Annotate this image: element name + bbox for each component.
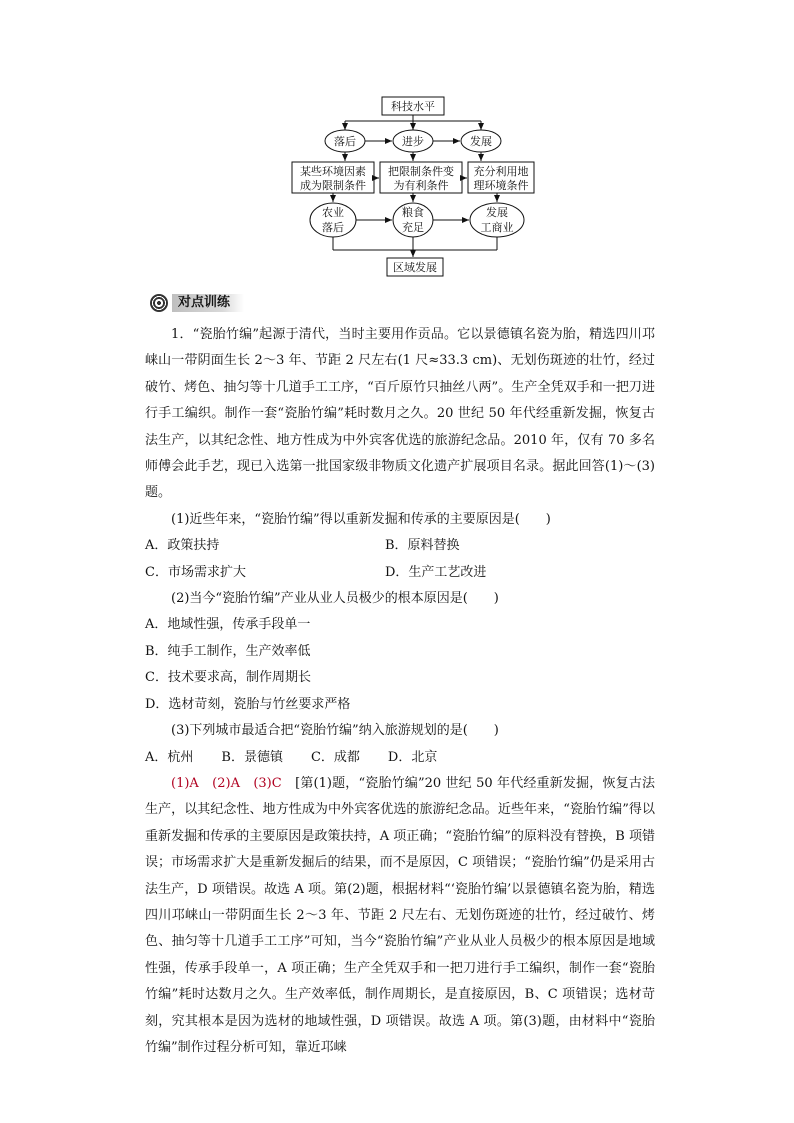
answer-paragraph [145, 771, 655, 1061]
condition-box-line: 某些环境因素 [300, 165, 366, 178]
option: A．政策扶持 [145, 538, 220, 554]
condition-box-line: 把限制条件变 [388, 165, 454, 178]
option-row [145, 560, 655, 586]
outcome-node-line: 农业 [322, 206, 344, 219]
question-stem: 1．“瓷胎竹编”起源于清代，当时主要用作贡品。它以景德镇名瓷为胎，精选四川邛崃山一带阴面生长 2～3 年、节距 2 尺左右(1 尺≈33.3 cm)、无划伤斑迹的壮竹，经过破竹、烤色、抽匀等十几道手工工序，“百斤原竹只抽丝八两”。生产全凭双手和一把刀进行手工编织。制作一套“瓷胎竹编”耗时数月之久。20 世纪 50 年代经重新发掘，恢复古法生产，以其纪念性、地方性成为中外宾客优选的旅游纪念品。2010 年，仅有 70 多名师傅会此手艺，现已入选第一批国家级非物质文化遗产扩展项目名录。据此回答(1)～(3)题。 [145, 327, 655, 501]
answer-keys: (1)A (2)A (3)C [171, 775, 282, 791]
outcome-node-line: 充足 [402, 221, 424, 234]
option: B．景德镇 [221, 749, 283, 765]
condition-box-line: 理环境条件 [473, 179, 529, 192]
level-node-label: 发展 [470, 135, 492, 148]
option: B．纯手工制作，生产效率低 [145, 643, 311, 659]
option: C．市场需求扩大 [145, 564, 246, 580]
answer-explanation: [第(1)题，“瓷胎竹编”20 世纪 50 年代经重新发掘，恢复古法生产，以其纪念性、地方性成为中外宾客优选的旅游纪念品。近些年来，“瓷胎竹编”得以重新发掘和传承的主要原因是政策扶持，A 项正确；“瓷胎竹编”的原料没有替换，B 项错误；市场需求扩大是重新发掘后的结果，而不是原因，C 项错误；“瓷胎竹编”仍是采用古法生产，D 项错误。故选 A 项。第(2)题，根据材料“‘瓷胎竹编’以景德镇名瓷为胎，精选四川邛崃山一带阴面生长 2～3 年、节距 2 尺左右、无划伤斑迹的壮竹，经过破竹、烤色、抽匀等十几道手工工序”可知，当今“瓷胎竹编”产业从业人员极少的根本原因是地域性强，传承手段单一，A 项正确；生产全凭双手和一把刀进行手工编织，制作一套“瓷胎竹编”耗时达数月之久。生产效率低，制作周期长，是直接原因，B、C 项错误；选材苛刻，究其根本是因为选材的地域性强，D 项错误。故选 A 项。第(3)题，由材料中“瓷胎竹编”制作过程分析可知，靠近邛崃 [145, 775, 655, 1055]
outcome-node-line: 发展 [486, 206, 508, 219]
option: A．地域性强，传承手段单一 [145, 617, 311, 633]
option: D．生产工艺改进 [385, 564, 487, 580]
target-icon [150, 294, 168, 312]
option: D．选材苛刻，瓷胎与竹丝要求严格 [145, 696, 351, 712]
option: B．原料替换 [385, 538, 460, 554]
development-flow-diagram [0, 0, 794, 290]
bottom-box-label: 区域发展 [393, 261, 437, 274]
option-row [145, 533, 655, 559]
outcome-node-line: 工商业 [480, 221, 514, 234]
sub-question-prompt: (2)当今“瓷胎竹编”产业从业人员极少的根本原因是( ) [171, 591, 499, 607]
option-row [145, 745, 655, 771]
top-box-label: 科技水平 [391, 100, 435, 113]
sub-question-prompt: (3)下列城市最适合把“瓷胎竹编”纳入旅游规划的是( ) [171, 723, 499, 739]
outcome-node-line: 落后 [322, 221, 344, 234]
level-node-label: 落后 [334, 135, 356, 148]
section-header [150, 293, 244, 313]
option: A．杭州 [145, 749, 194, 765]
condition-box-line: 成为限制条件 [300, 179, 366, 192]
outcome-node-line: 粮食 [402, 206, 424, 219]
level-node-label: 进步 [402, 135, 424, 148]
option: C．成都 [310, 749, 360, 765]
condition-box-line: 充分利用地 [473, 165, 529, 178]
condition-box-line: 为有利条件 [393, 179, 449, 192]
sub-question-prompt: (1)近些年来，“瓷胎竹编”得以重新发掘和传承的主要原因是( ) [171, 511, 551, 527]
section-title: 对点训练 [172, 294, 244, 312]
option: D．北京 [387, 749, 438, 765]
option: C．技术要求高，制作周期长 [145, 670, 311, 686]
exercise-content [145, 322, 655, 1061]
